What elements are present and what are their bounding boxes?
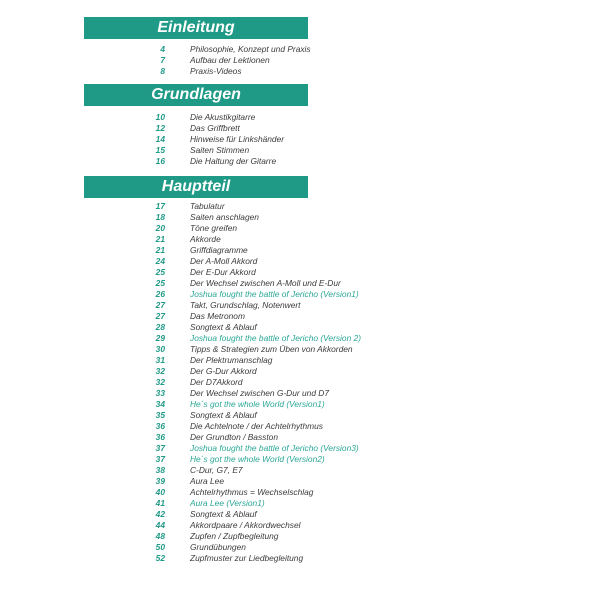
toc-page-number: 48 <box>155 531 165 541</box>
toc-entry <box>0 509 600 520</box>
toc-entry-title: Griffdiagramme <box>190 245 248 255</box>
toc-entry-title: Joshua fought the battle of Jericho (Version 2) <box>190 333 362 343</box>
toc-entry <box>0 366 600 377</box>
toc-entry-title: Akkorde <box>190 234 221 244</box>
toc-entry <box>0 344 600 355</box>
toc-page-number: 25 <box>155 267 165 277</box>
toc-page-number: 14 <box>155 134 165 144</box>
toc-entry <box>0 355 600 366</box>
toc-entry-title: Das Metronom <box>190 311 245 321</box>
toc-page-number: 4 <box>160 44 165 54</box>
toc-entry <box>0 454 600 465</box>
toc-entry-title: Takt, Grundschlag, Notenwert <box>190 300 301 310</box>
toc-page-number: 17 <box>155 201 165 211</box>
toc-entry-title: Aufbau der Lektionen <box>190 55 270 65</box>
toc-list-hauptteil <box>0 201 600 564</box>
toc-entry <box>0 311 600 322</box>
toc-page-number: 29 <box>155 333 165 343</box>
toc-page-number: 10 <box>155 112 165 122</box>
toc-entry-title: Joshua fought the battle of Jericho (Version1) <box>190 289 359 299</box>
toc-page-number: 36 <box>155 432 165 442</box>
toc-entry <box>0 410 600 421</box>
toc-entry-title: Der D7Akkord <box>190 377 243 387</box>
toc-entry <box>0 465 600 476</box>
toc-page-number: 8 <box>160 66 165 76</box>
toc-entry-title: Der A-Moll Akkord <box>190 256 258 266</box>
toc-entry <box>0 476 600 487</box>
toc-entry <box>0 156 600 167</box>
toc-entry <box>0 498 600 509</box>
toc-page-number: 27 <box>155 300 165 310</box>
toc-entry-title: Praxis-Videos <box>190 66 242 76</box>
section-header-grundlagen: Grundlagen <box>84 84 308 106</box>
toc-page-number: 28 <box>155 322 165 332</box>
toc-entry <box>0 201 600 212</box>
toc-entry <box>0 234 600 245</box>
toc-entry <box>0 134 600 145</box>
toc-entry-title: Die Achtelnote / der Achtelrhythmus <box>190 421 323 431</box>
toc-entry <box>0 289 600 300</box>
toc-page-number: 32 <box>155 366 165 376</box>
toc-entry-title: Joshua fought the battle of Jericho (Version3) <box>190 443 359 453</box>
toc-entry-title: Songtext & Ablauf <box>190 322 257 332</box>
toc-entry <box>0 223 600 234</box>
toc-entry-title: He´s got the whole World (Version1) <box>190 399 325 409</box>
toc-entry <box>0 44 600 55</box>
toc-page-number: 27 <box>155 311 165 321</box>
toc-entry-title: Songtext & Ablauf <box>190 509 257 519</box>
toc-entry-title: Tabulatur <box>190 201 225 211</box>
toc-entry <box>0 432 600 443</box>
toc-entry <box>0 531 600 542</box>
toc-entry <box>0 55 600 66</box>
toc-page-number: 38 <box>155 465 165 475</box>
toc-entry-title: Die Akustikgitarre <box>190 112 256 122</box>
toc-entry-title: Der Wechsel zwischen A-Moll und E-Dur <box>190 278 341 288</box>
section-header-einleitung: Einleitung <box>84 17 308 39</box>
toc-entry <box>0 377 600 388</box>
toc-entry-title: Der Plektrumanschlag <box>190 355 273 365</box>
toc-entry <box>0 123 600 134</box>
toc-entry-title: Saiten Stimmen <box>190 145 250 155</box>
toc-entry-title: He´s got the whole World (Version2) <box>190 454 325 464</box>
toc-entry <box>0 421 600 432</box>
toc-page-number: 35 <box>155 410 165 420</box>
toc-entry-title: Der G-Dur Akkord <box>190 366 257 376</box>
toc-entry <box>0 322 600 333</box>
toc-entry-title: Achtelrhythmus = Wechselschlag <box>190 487 314 497</box>
toc-page-number: 37 <box>155 443 165 453</box>
toc-page-number: 16 <box>155 156 165 166</box>
toc-page-number: 24 <box>155 256 165 266</box>
toc-entry <box>0 278 600 289</box>
toc-entry <box>0 245 600 256</box>
toc-entry-title: Töne greifen <box>190 223 238 233</box>
toc-page-number: 26 <box>155 289 165 299</box>
toc-page-number: 40 <box>155 487 165 497</box>
toc-entry <box>0 66 600 77</box>
toc-entry-title: Tipps & Strategien zum Üben von Akkorden <box>190 344 353 354</box>
toc-entry <box>0 333 600 344</box>
toc-entry-title: Die Haltung der Gitarre <box>190 156 277 166</box>
toc-page-number: 50 <box>155 542 165 552</box>
toc-page-number: 37 <box>155 454 165 464</box>
toc-entry <box>0 553 600 564</box>
toc-entry <box>0 520 600 531</box>
toc-page-number: 32 <box>155 377 165 387</box>
toc-page-number: 21 <box>155 234 165 244</box>
toc-list-grundlagen <box>0 112 600 167</box>
toc-entry-title: Songtext & Ablauf <box>190 410 257 420</box>
toc-entry <box>0 388 600 399</box>
toc-entry-title: Hinweise für Linkshänder <box>190 134 285 144</box>
toc-page-number: 18 <box>155 212 165 222</box>
toc-entry <box>0 487 600 498</box>
toc-entry-title: Saiten anschlagen <box>190 212 259 222</box>
toc-page-number: 34 <box>155 399 165 409</box>
toc-entry <box>0 542 600 553</box>
toc-entry-title: Der E-Dur Akkord <box>190 267 256 277</box>
toc-entry-title: Der Grundton / Basston <box>190 432 278 442</box>
toc-page-number: 20 <box>155 223 165 233</box>
toc-page-number: 7 <box>160 55 165 65</box>
toc-entry-title: Zupfen / Zupfbegleitung <box>190 531 279 541</box>
toc-entry <box>0 145 600 156</box>
toc-entry <box>0 267 600 278</box>
toc-page-number: 44 <box>155 520 165 530</box>
toc-entry-title: Zupfmuster zur Liedbegleitung <box>190 553 304 563</box>
toc-page-number: 15 <box>155 145 165 155</box>
toc-entry <box>0 300 600 311</box>
toc-entry <box>0 212 600 223</box>
section-header-hauptteil: Hauptteil <box>84 176 308 198</box>
toc-page-number: 39 <box>155 476 165 486</box>
toc-list-einleitung <box>0 44 600 77</box>
toc-entry-title: Philosophie, Konzept und Praxis <box>190 44 311 54</box>
toc-entry-title: Grundübungen <box>190 542 246 552</box>
toc-entry-title: Akkordpaare / Akkordwechsel <box>190 520 301 530</box>
toc-page-number: 30 <box>155 344 165 354</box>
toc-entry <box>0 256 600 267</box>
toc-entry-title: C-Dur, G7, E7 <box>190 465 243 475</box>
toc-entry <box>0 399 600 410</box>
toc-page-number: 36 <box>155 421 165 431</box>
toc-entry-title: Aura Lee <box>190 476 224 486</box>
toc-entry-title: Das Griffbrett <box>190 123 240 133</box>
toc-page-number: 33 <box>155 388 165 398</box>
toc-page-number: 21 <box>155 245 165 255</box>
toc-page-number: 41 <box>155 498 165 508</box>
toc-entry <box>0 112 600 123</box>
toc-entry <box>0 443 600 454</box>
toc-page-number: 52 <box>155 553 165 563</box>
toc-page-number: 31 <box>155 355 165 365</box>
toc-entry-title: Aura Lee (Version1) <box>190 498 265 508</box>
toc-entry-title: Der Wechsel zwischen G-Dur und D7 <box>190 388 330 398</box>
toc-page-number: 25 <box>155 278 165 288</box>
toc-page-number: 12 <box>155 123 165 133</box>
toc-page-number: 42 <box>155 509 165 519</box>
